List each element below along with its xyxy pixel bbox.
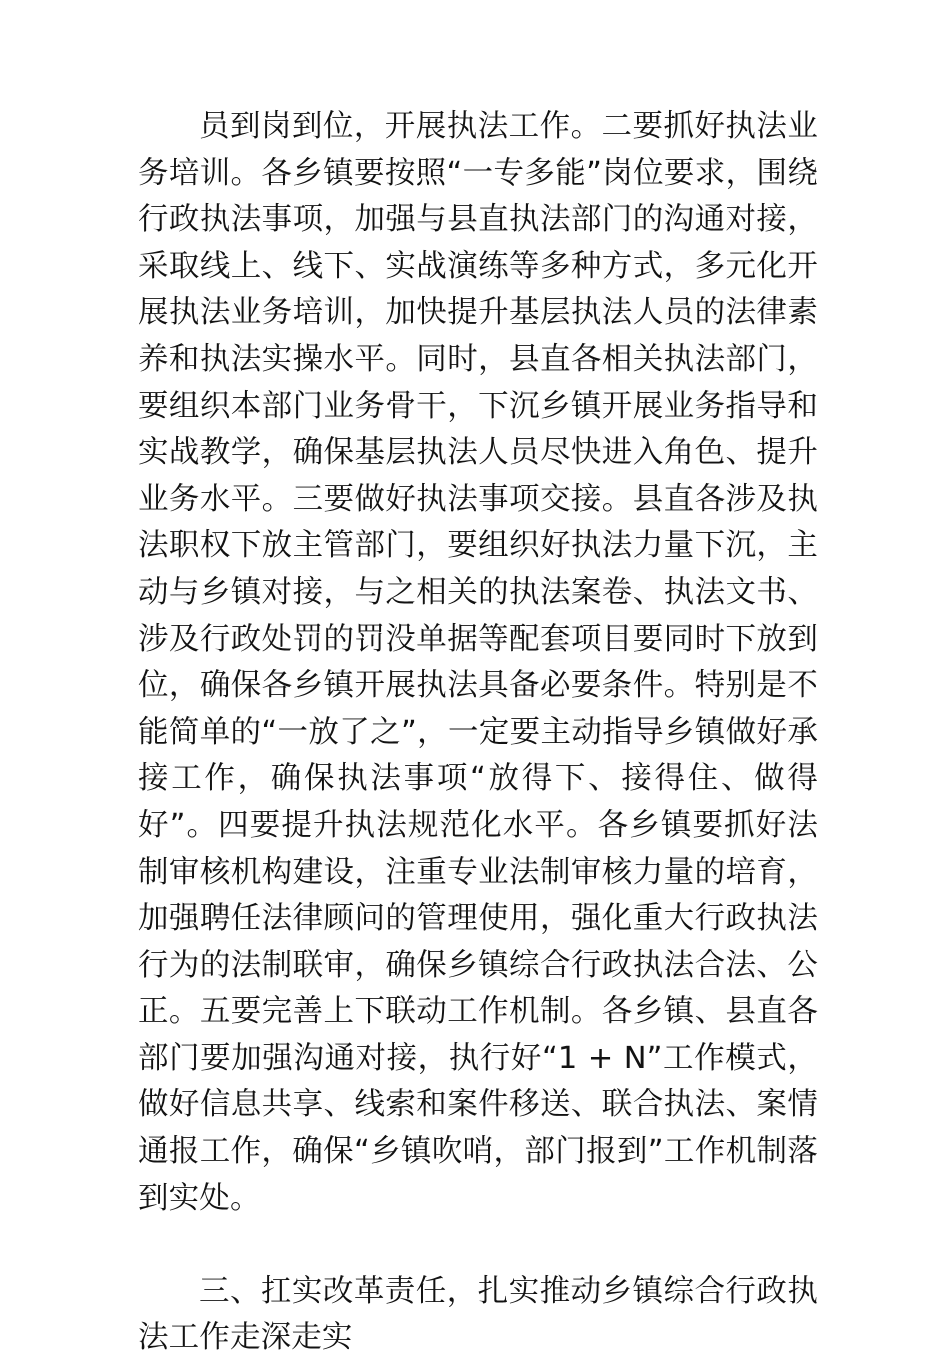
paragraph-continuation: 员到岗到位，开展执法工作。二要抓好执法业务培训。各乡镇要按照“一专多能”岗位要求，围绕行政执法事项，加强与县直执法部门的沟通对接，采取线上、线下、实战演练等多种方式，多元化开展执法业务培训，加快提升基层执法人员的法律素养和执法实操水平。同时，县直各相关执法部门，要组织本部门业务骨干，下沉乡镇开展业务指导和实战教学，确保基层执法人员尽快进入角色、提升业务水平。三要做好执法事项交接。县直各涉及执法职权下放主管部门，要组织好执法力量下沉，主动与乡镇对接，与之相关的执法案卷、执法文书、涉及行政处罚的罚没单据等配套项目要同时下放到位，确保各乡镇开展执法具备必要条件。特别是不能简单的“一放了之”，一定要主动指导乡镇做好承接工作，确保执法事项“放得下、接得住、做得好”。四要提升执法规范化水平。各乡镇要抓好法制审核机构建设，注重专业法制审核力量的培育，加强聘任法律顾问的管理使用，强化重大行政执法行为的法制联审，确保乡镇综合行政执法合法、公正。五要完善上下联动工作机制。各乡镇、县直各部门要加强沟通对接，执行好“1 + N”工作模式，做好信息共享、线索和案件移送、联合执法、案情通报工作，确保“乡镇吹哨，部门报到”工作机制落到实处。 (138, 109, 818, 1216)
paragraph-section-heading-three: 三、扛实改革责任，扎实推动乡镇综合行政执法工作走深走实 (138, 1273, 818, 1356)
document-text-body (138, 104, 818, 1362)
